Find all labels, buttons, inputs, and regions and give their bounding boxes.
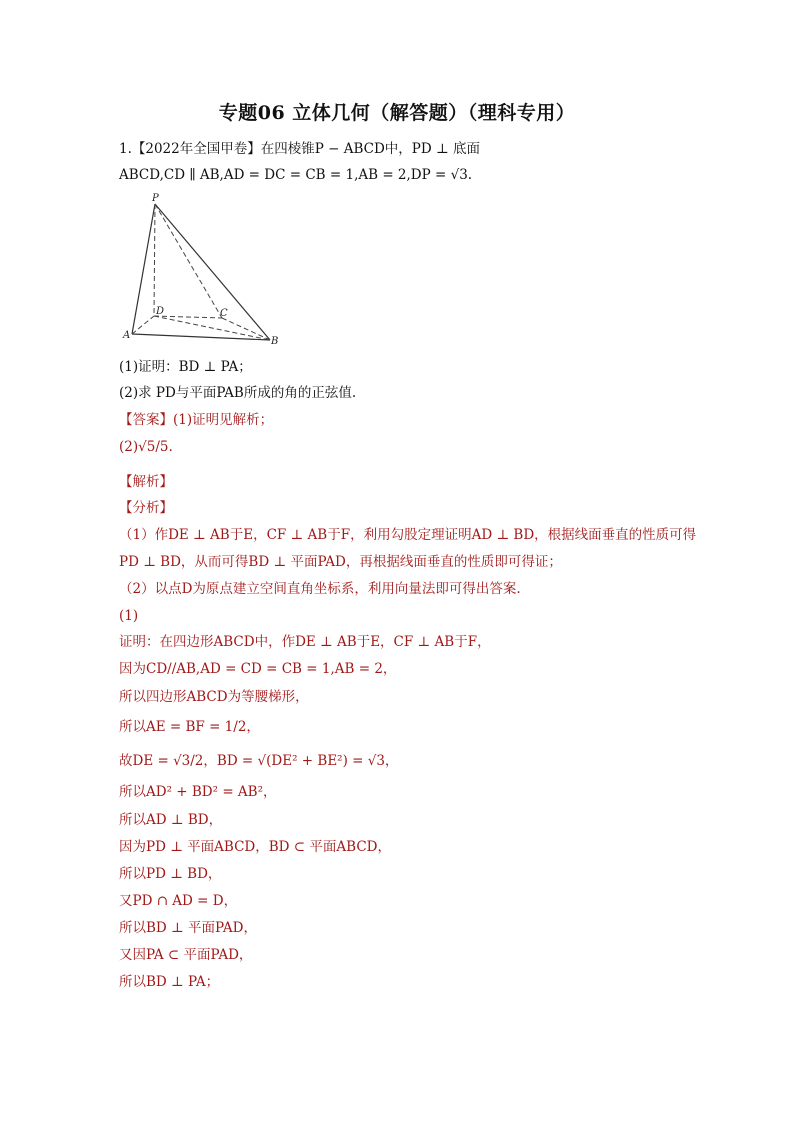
analysis-p2: （2）以点D为原点建立空间直角坐标系，利用向量法即可得出答案. (119, 581, 521, 597)
analysis-p1-line-2: PD ⊥ BD，从而可得BD ⊥ 平面PAD，再根据线面垂直的性质即可得证； (119, 554, 562, 570)
problem-line-1: 1.【2022年全国甲卷】在四棱锥P − ABCD中，PD ⊥ 底面 (119, 141, 480, 157)
solution-line: 证明：在四边形ABCD中，作DE ⊥ AB于E，CF ⊥ AB于F， (119, 634, 491, 650)
solution-line: 所以BD ⊥ 平面PAD， (119, 920, 257, 936)
answer-heading: 【答案】 (119, 412, 173, 428)
solution-line: 所以AD² + BD² = AB²， (119, 784, 277, 800)
jiexi-heading: 【解析】 (119, 474, 173, 490)
problem-line-2: ABCD,CD ∥ AB,AD = DC = CB = 1,AB = 2,DP = √3. (119, 167, 473, 183)
page-title: 专题06 立体几何（解答题）（理科专用） (218, 102, 576, 124)
analysis-p1-line-1: （1）作DE ⊥ AB于E，CF ⊥ AB于F，利用勾股定理证明AD ⊥ BD，根据线面垂直的性质可得 (119, 527, 697, 543)
label-B: B (271, 336, 279, 347)
solution-part-label: (1) (119, 608, 139, 624)
answer-part-1: (1)证明见解析； (173, 412, 274, 428)
solution-line: 所以PD ⊥ BD， (119, 866, 222, 882)
edge-CB (222, 318, 270, 340)
solution-line: 因为CD//AB,AD = CD = CB = 1,AB = 2， (119, 661, 397, 677)
solution-line: 又因PA ⊂ 平面PAD， (119, 947, 253, 963)
solution-line: 所以BD ⊥ PA； (119, 974, 220, 990)
answer-part-2: (2)√5/5. (119, 439, 173, 455)
label-A: A (123, 330, 131, 341)
edge-PD (154, 204, 155, 316)
pyramid-figure (118, 192, 288, 350)
label-D: D (156, 306, 165, 317)
question-2: (2)求 PD与平面PAB所成的角的正弦值. (119, 385, 357, 401)
question-1: (1)证明：BD ⊥ PA； (119, 359, 252, 375)
solution-line: 又PD ∩ AD = D， (119, 893, 238, 909)
edge-PC (155, 204, 222, 318)
edge-PA (132, 204, 155, 334)
solution-line: 因为PD ⊥ 平面ABCD，BD ⊂ 平面ABCD， (119, 839, 391, 855)
edge-AB (132, 334, 270, 340)
solution-line: 所以AE = BF = 1/2， (119, 719, 260, 735)
answer-line-1 (119, 411, 273, 429)
label-C: C (220, 308, 228, 319)
fenxi-heading: 【分析】 (119, 500, 173, 516)
label-P: P (152, 193, 159, 204)
solution-line: 故DE = √3/2，BD = √(DE² + BE²) = √3， (119, 753, 399, 769)
solution-line: 所以四边形ABCD为等腰梯形， (119, 689, 309, 705)
solution-line: 所以AD ⊥ BD， (119, 812, 223, 828)
